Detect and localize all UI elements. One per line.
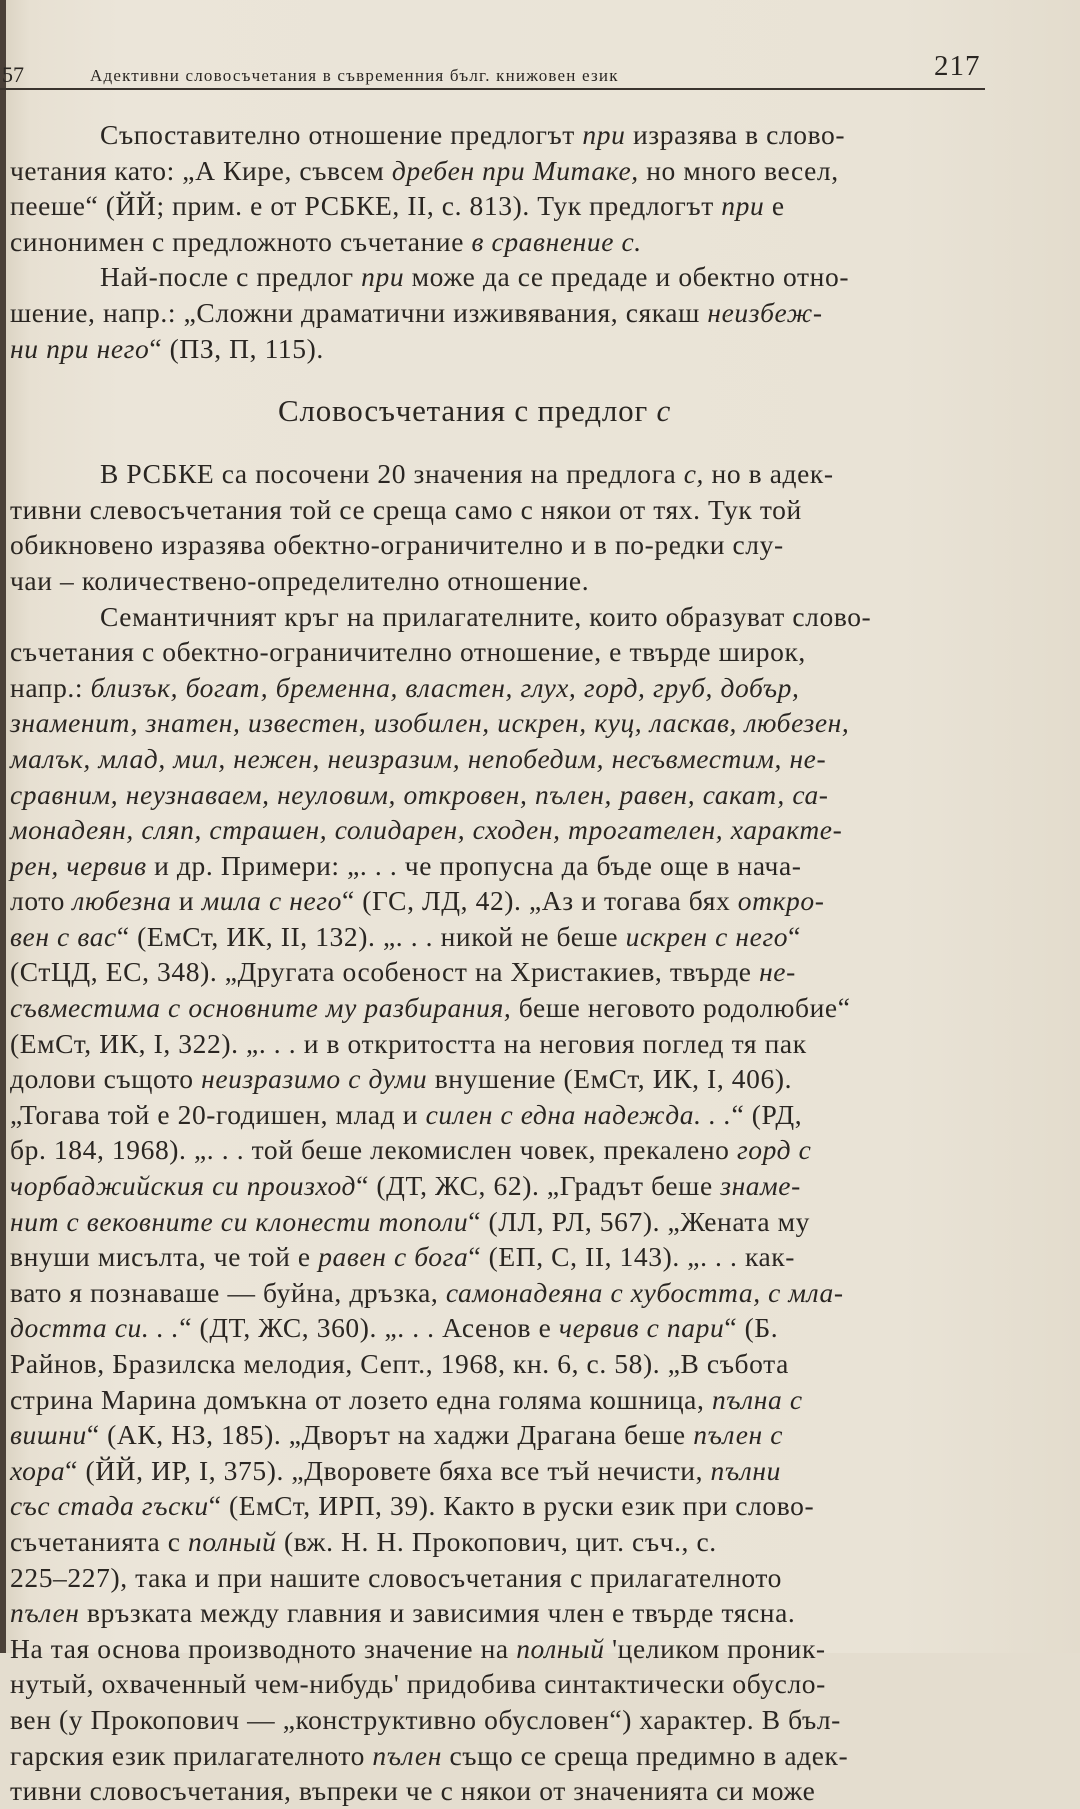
- paragraph: [0, 456, 1000, 598]
- italic-text: неизразимо с думи: [201, 1063, 428, 1095]
- text-run: тивни слевосъчетания той се среща само с някои от тях. Тук той: [10, 493, 802, 525]
- text-run: връзката между главния и зависимия член е твърде тясна.: [79, 1597, 796, 1629]
- italic-text: при: [721, 190, 765, 222]
- italic-text: силен с една надежда. . .: [425, 1098, 732, 1130]
- text-line: [0, 919, 1000, 955]
- text-run: вато я познаваше — буйна, дръзка,: [10, 1276, 446, 1308]
- italic-text: полный: [516, 1632, 605, 1664]
- body-text: [0, 117, 1000, 1809]
- text-line: [0, 527, 1000, 563]
- italic-text: вен с вас: [10, 920, 117, 952]
- text-run: и др. Примери: „. . . че пропусна да бъде още в нача-: [146, 849, 802, 881]
- italic-text: хора: [10, 1454, 66, 1486]
- text-run: “ (ДТ, ЖС, 360). „. . . Асенов е: [179, 1312, 559, 1344]
- section-heading: Словосъчетания с предлог с: [278, 393, 672, 429]
- italic-text: съвместима с основните му разбирания,: [10, 992, 512, 1024]
- italic-text: горд с: [736, 1134, 812, 1166]
- italic-text: пълна с: [711, 1383, 803, 1415]
- text-run: нутый, охваченный чем-нибудь' придобива синтактически обусло-: [10, 1668, 826, 1700]
- text-line: [0, 1524, 1000, 1560]
- text-run: бр. 184, 1968). „. . . той беше лекомислен човек, прекалено: [10, 1134, 737, 1166]
- italic-text: малък, млад, мил, нежен, неизразим, непобедим, несъвместим, не-: [10, 742, 827, 774]
- paragraph: [0, 117, 1000, 259]
- text-line: [0, 1097, 1000, 1133]
- text-line: [0, 1488, 1000, 1524]
- italic-text: близък, богат, бременна, властен, глух, горд, груб, добър,: [90, 671, 800, 703]
- text-line: [0, 1275, 1000, 1311]
- italic-text: вишни: [10, 1419, 87, 1451]
- text-line: [0, 599, 1000, 635]
- italic-text: пълен: [10, 1597, 80, 1629]
- text-line: [0, 492, 1000, 528]
- text-line: [0, 634, 1000, 670]
- paragraph: [0, 599, 1000, 1809]
- text-run: “ (ЛЛ, РЛ, 567). „Жената му: [468, 1205, 810, 1237]
- text-line: [0, 1132, 1000, 1168]
- text-run: 225–227), така и при нашите словосъчетания с прилагателното: [10, 1561, 783, 1593]
- text-run: долови същото: [10, 1063, 202, 1095]
- text-line: [0, 954, 1000, 990]
- text-run: но много весел,: [638, 154, 839, 186]
- text-run: (вж. Н. Н. Прокопович, цит. съч., с.: [276, 1525, 717, 1557]
- text-line: [0, 1346, 1000, 1382]
- text-line: [0, 153, 1000, 189]
- italic-text: любезна: [72, 885, 172, 917]
- text-run: На тая основа производното значение на: [10, 1632, 517, 1664]
- italic-text: монадеян, сляп, страшен, солидарен, сходен, трогателен, характе-: [10, 814, 843, 846]
- text-line: [0, 1204, 1000, 1240]
- text-line: [0, 777, 1000, 813]
- running-title: Адективни словосъчетания в съвременния бълг. книжовен език: [90, 66, 619, 85]
- italic-text: нит с вековните си клонести тополи: [10, 1205, 469, 1237]
- text-run: е: [764, 190, 785, 222]
- text-run: “ (ЕмСт, ИК, II, 132). „. . . никой не беше: [116, 920, 626, 952]
- text-line: [0, 812, 1000, 848]
- italic-text: знаме-: [720, 1170, 801, 1202]
- text-line: [0, 224, 1000, 260]
- italic-text: пълни: [710, 1454, 781, 1486]
- text-run: може да се предаде и обектно отно-: [404, 261, 850, 293]
- text-run: Райнов, Бразилска мелодия, Септ., 1968, кн. 6, с. 58). „В събота: [10, 1348, 789, 1379]
- text-line: [0, 1239, 1000, 1275]
- italic-text: мила с него: [201, 885, 342, 917]
- text-run: чаи – количествено-определително отношение.: [10, 564, 590, 596]
- text-run: “ (Б.: [724, 1312, 779, 1344]
- text-run: също се среща предимно в адек-: [441, 1739, 849, 1771]
- text-line: [0, 563, 1000, 599]
- text-line: [0, 1631, 1000, 1667]
- text-run: напр.:: [10, 671, 91, 703]
- text-run: внуши мисълта, че той е: [10, 1241, 319, 1273]
- text-run: Най-после с предлог: [100, 261, 362, 293]
- text-run: Съпоставително отношение предлогът: [100, 119, 583, 150]
- text-line: [0, 741, 1000, 777]
- text-run: 'целиком проник-: [604, 1632, 826, 1664]
- text-line: [0, 1666, 1000, 1702]
- text-run: съчетанията с: [10, 1525, 189, 1557]
- text-line: [0, 1453, 1000, 1489]
- italic-text: със стада гъски: [10, 1490, 209, 1522]
- text-run: пееше“ (ЙЙ; прим. е от РСБКЕ, II, с. 813). Тук предлогът: [10, 190, 722, 222]
- text-run: “ (ПЗ, П, 115).: [149, 332, 324, 364]
- text-run: (ЕмСт, ИК, I, 322). „. . . и в откритостта на неговия поглед тя пак: [10, 1027, 807, 1059]
- text-run: вен (у Прокопович — „конструктивно обусловен“) характер. В бъл-: [10, 1703, 841, 1735]
- italic-text: достта си. . .: [10, 1312, 180, 1344]
- page-header: [0, 48, 985, 90]
- text-run: обикновено изразява обектно-ограничително и в по-редки слу-: [10, 529, 784, 561]
- text-line: [0, 990, 1000, 1026]
- text-line: [0, 1738, 1000, 1774]
- italic-text: полный: [188, 1525, 277, 1557]
- text-run: синонимен с предложното съчетание: [10, 225, 472, 257]
- text-line: [0, 705, 1000, 741]
- italic-text: червив с пари: [558, 1312, 725, 1344]
- text-run: “: [788, 920, 801, 952]
- text-line: [0, 188, 1000, 224]
- italic-text: ни при него: [10, 332, 150, 364]
- text-line: [0, 1773, 1000, 1809]
- italic-text: неизбеж-: [707, 296, 823, 328]
- text-run: стрина Марина домъкна от лозето една голяма кошница,: [10, 1383, 712, 1415]
- italic-text: равен с бога: [318, 1241, 469, 1273]
- text-line: [0, 670, 1000, 706]
- italic-text: при: [582, 119, 626, 150]
- text-line: [0, 117, 1000, 153]
- page-number: 217: [934, 50, 981, 82]
- text-line: [0, 1382, 1000, 1418]
- text-run: “ (АК, НЗ, 185). „Дворът на хаджи Драгана беше: [86, 1419, 694, 1451]
- text-line: [0, 883, 1000, 919]
- text-run: съчетания с обектно-ограничително отношение, е твърде широк,: [10, 636, 806, 668]
- text-run: тивни словосъчетания, въпреки че с някои от значенията си може: [10, 1775, 816, 1807]
- text-run: (СтЦД, ЕС, 348). „Другата особеност на Христакиев, твърде: [10, 956, 760, 988]
- italic-text: пълен: [372, 1739, 442, 1771]
- text-run: и: [171, 885, 202, 917]
- italic-text: с,: [683, 458, 705, 490]
- text-line: [0, 1560, 1000, 1596]
- text-run: четания като: „А Кире, съвсем: [10, 154, 392, 186]
- text-run: изразява в слово-: [625, 119, 846, 150]
- italic-text: пълен с: [693, 1419, 784, 1451]
- text-line: [0, 1061, 1000, 1097]
- italic-text: сравним, неузнаваем, неуловим, откровен, пълен, равен, сакат, са-: [10, 778, 829, 810]
- italic-text: искрен с него: [625, 920, 789, 952]
- italic-text: в сравнение с.: [471, 225, 642, 257]
- italic-text: откро-: [737, 885, 825, 917]
- text-line: [0, 456, 1000, 492]
- text-run: “ (ЙЙ, ИР, I, 375). „Дворовете бяха все тъй нечисти,: [65, 1454, 711, 1486]
- text-run: но в адек-: [704, 458, 834, 490]
- text-line: [0, 1310, 1000, 1346]
- italic-text: при: [361, 261, 405, 293]
- text-run: Семантичният кръг на прилагателните, които образуват слово-: [100, 600, 872, 632]
- text-run: беше неговото родолюбие“: [511, 992, 851, 1024]
- text-line: [0, 331, 1000, 367]
- italic-text: дребен при Митаке,: [391, 154, 639, 186]
- text-run: “ (ДТ, ЖС, 62). „Градът беше: [356, 1170, 721, 1202]
- text-run: “ (ЕП, С, II, 143). „. . . как-: [468, 1241, 796, 1273]
- text-run: шение, напр.: „Сложни драматични изживявания, сякаш: [10, 296, 708, 328]
- italic-text: чорбаджийския си произход: [10, 1170, 357, 1202]
- text-run: „Тогава той е 20-годишен, млад и: [10, 1098, 426, 1130]
- text-run: “ (ЕмСт, ИРП, 39). Както в руски език при слово-: [208, 1490, 815, 1522]
- italic-text: знаменит, знатен, известен, изобилен, искрен, куц, ласкав, любезен,: [10, 707, 850, 739]
- italic-text: рен, червив: [10, 849, 147, 881]
- text-line: [0, 295, 1000, 331]
- text-line: [0, 1026, 1000, 1062]
- text-run: гарския език прилагателното: [10, 1739, 373, 1771]
- italic-text: не-: [759, 956, 796, 988]
- italic-text: самонадеяна с хубостта, с мла-: [445, 1276, 844, 1308]
- text-line: [0, 1595, 1000, 1631]
- text-run: лото: [10, 885, 73, 917]
- text-line: [0, 1168, 1000, 1204]
- text-run: “ (РД,: [731, 1098, 803, 1130]
- text-line: [0, 1702, 1000, 1738]
- facing-page-number: 57: [2, 62, 24, 87]
- text-run: В РСБКЕ са посочени 20 значения на предлога: [100, 458, 684, 490]
- paragraph: [0, 259, 1000, 366]
- text-run: внушение (ЕмСт, ИК, I, 406).: [427, 1063, 793, 1095]
- text-run: “ (ГС, ЛД, 42). „Аз и тогава бях: [341, 885, 738, 917]
- text-line: [0, 1417, 1000, 1453]
- text-line: [0, 259, 1000, 295]
- text-line: [0, 848, 1000, 884]
